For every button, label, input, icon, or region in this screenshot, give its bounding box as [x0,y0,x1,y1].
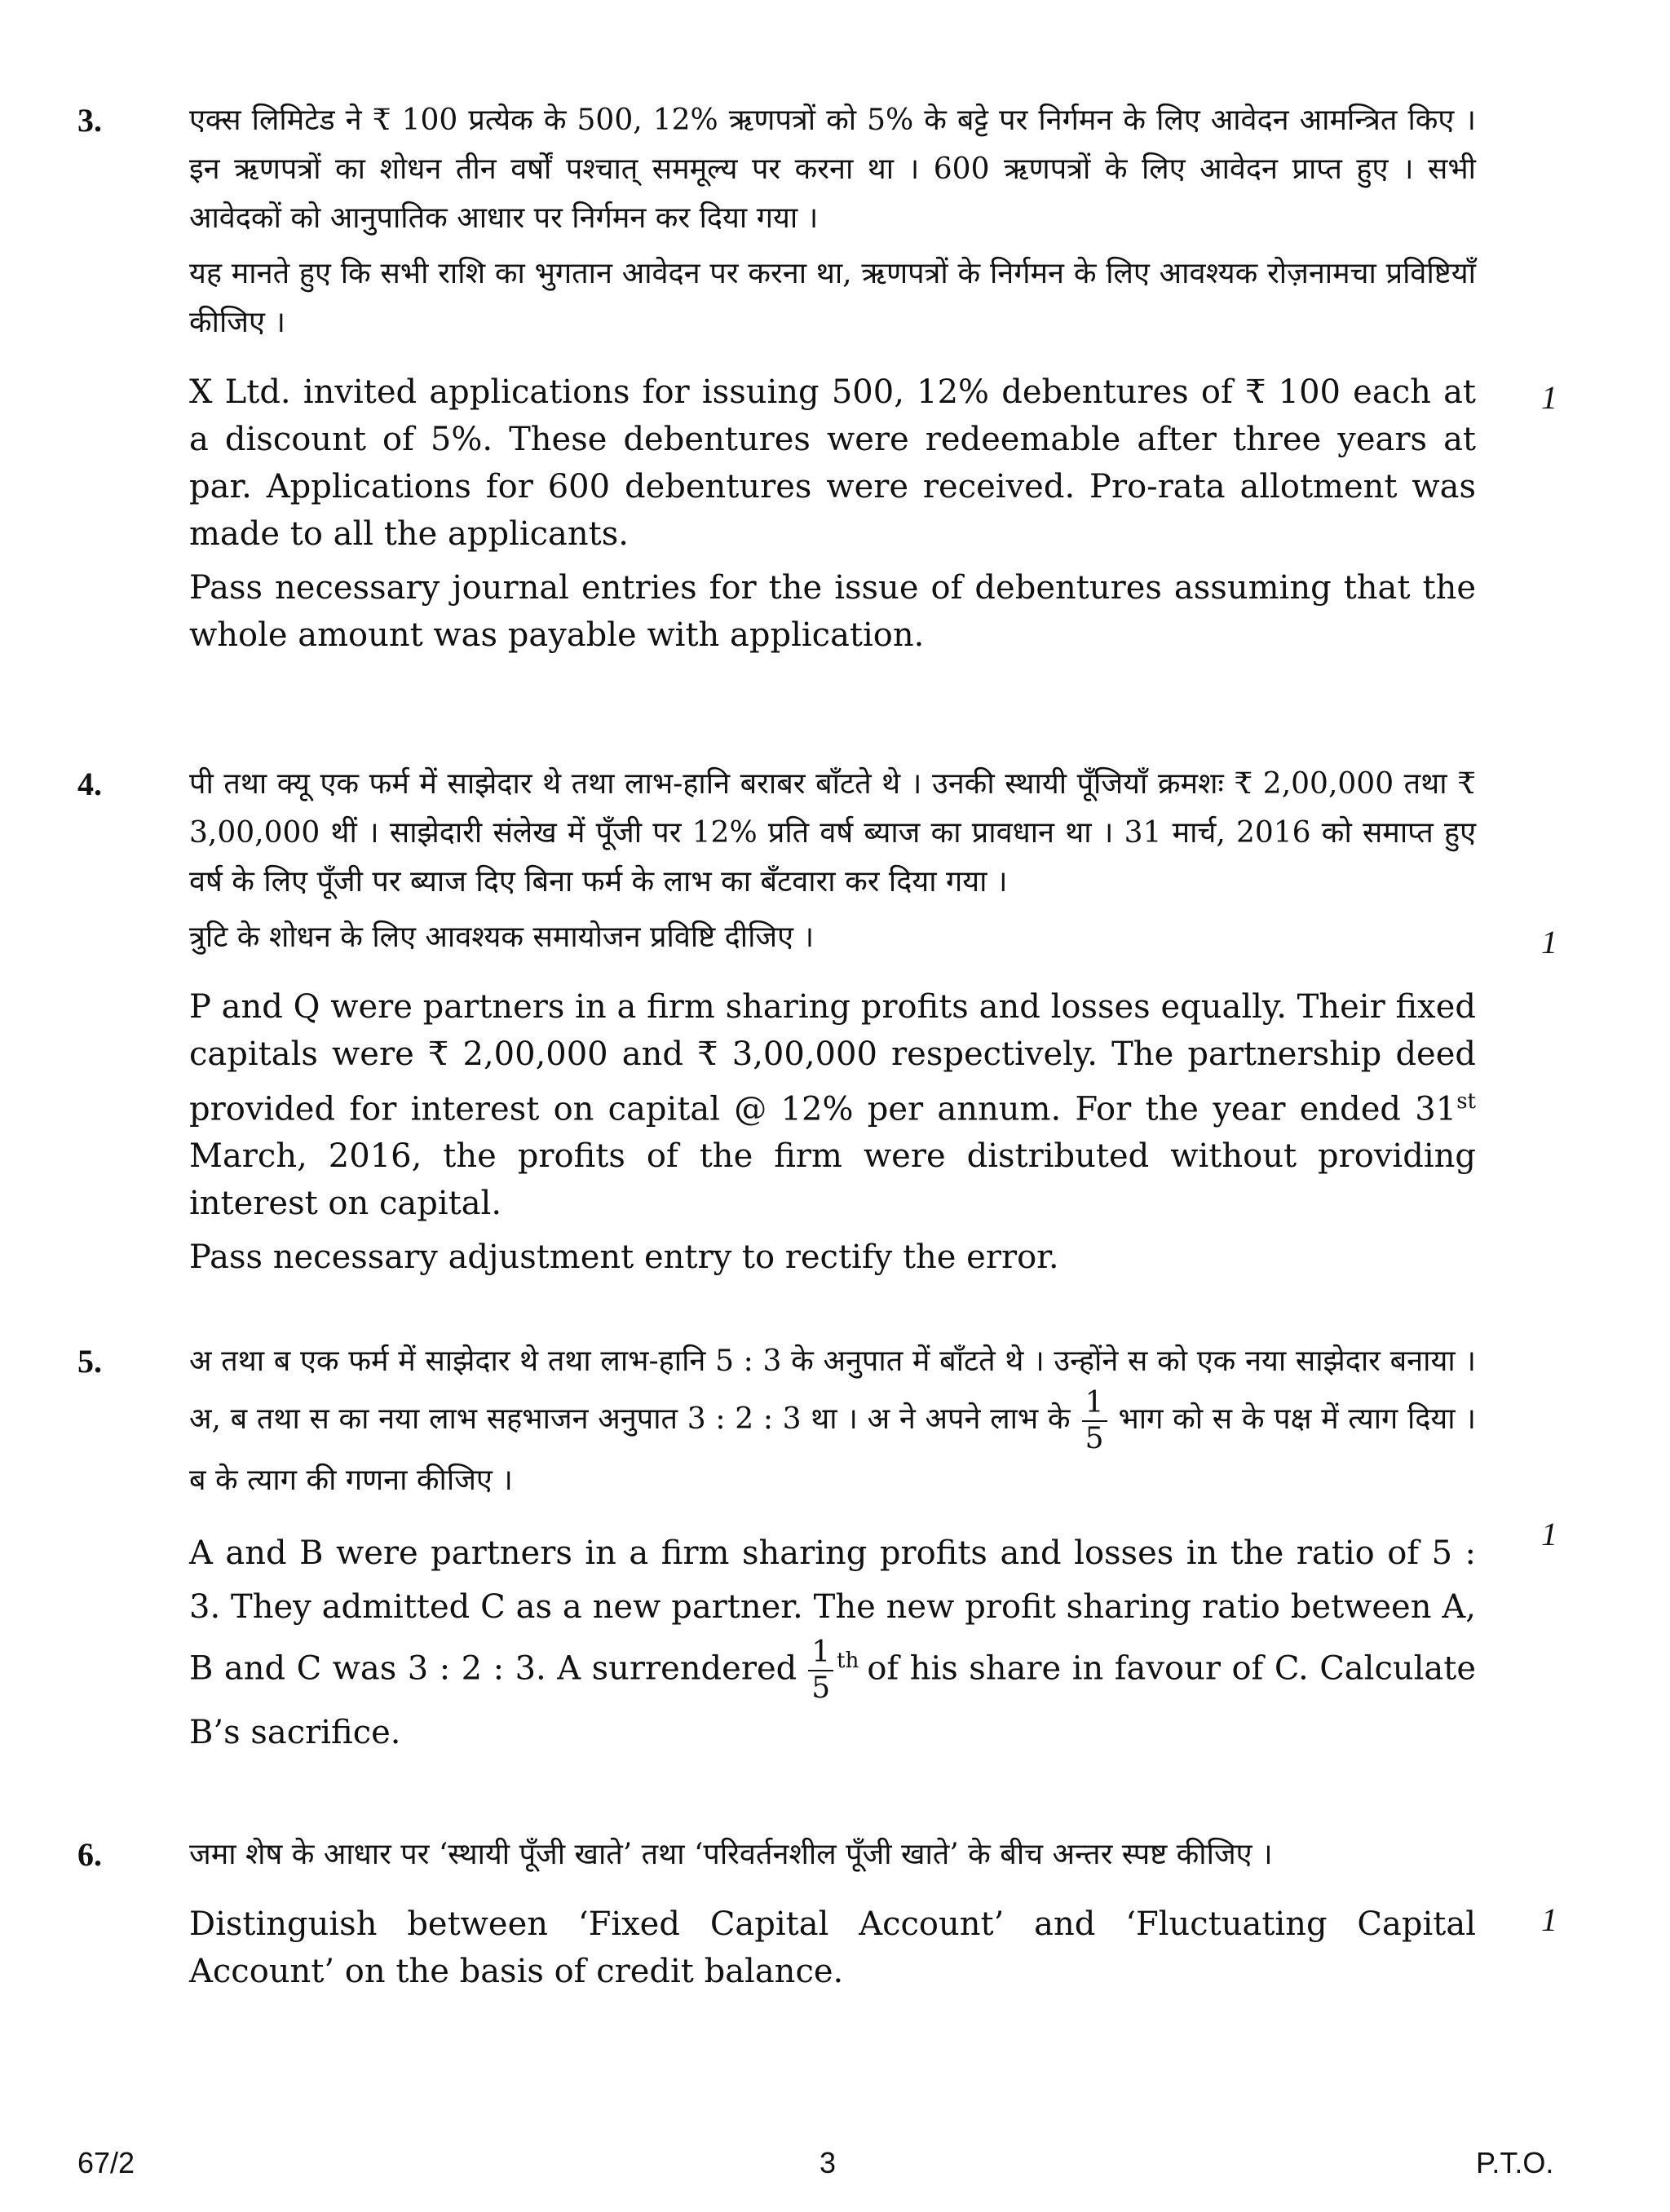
marks: 1 [1541,1516,1557,1552]
english-instruction: Pass necessary journal entries for the issue of debentures assuming that the whole amount was payable with application. [189,569,1476,654]
question-body [189,1830,1476,2002]
question-number: 6. [77,1836,102,1873]
page-number: 3 [820,2146,837,2179]
hindi-text-b: भाग को स के पक्ष में त्याग दिया । ब के त्याग की गणना कीजिए । [189,1402,1476,1497]
footer-code: 67/2 [77,2146,135,2179]
question-body [189,96,1476,665]
question-body [189,760,1476,1287]
question-number: 4. [77,766,102,802]
marks: 1 [1541,379,1557,416]
question-number: 5. [77,1343,102,1380]
hindi-text: एक्स लिमिटेड ने ₹ 100 प्रत्येक के 500, 12% ऋणपत्रों को 5% के बट्टे पर निर्गमन के लिए आवेदन आमन्त्रित किए । इन ऋणपत्रों का शोधन तीन वर्षों पश्चात् सममूल्य पर करना था । 600 ऋणपत्रों के लिए आवेदन प्राप्त हुए । सभी आवेदकों को आनुपातिक आधार पर निर्गमन कर दिया गया । [189,104,1476,235]
english-text: Distinguish between ‘Fixed Capital Account’ and ‘Fluctuating Capital Account’ on the basis of credit balance. [189,1905,1476,1990]
marks: 1 [1541,924,1557,960]
english-text [189,983,1476,1227]
hindi-instruction: त्रुटि के शोधन के लिए आवश्यक समायोजन प्रविष्टि दीजिए । [189,921,815,954]
fraction-denominator: 5 [811,1671,831,1706]
english-instruction: Pass necessary adjustment entry to rectify the error. [189,1238,1059,1277]
hindi-instruction: यह मानते हुए कि सभी राशि का भुगतान आवेदन पर करना था, ऋणपत्रों के निर्गमन के लिए आवश्यक रोज़नामचा प्रविष्टियाँ कीजिए । [189,257,1476,339]
english-text [189,1526,1476,1759]
marks: 1 [1541,1901,1557,1938]
ordinal-suffix: th [837,1649,859,1673]
ordinal-suffix: st [1456,1089,1476,1114]
english-text-b: March, 2016, the profits of the firm were distributed without providing interest on capital. [189,1137,1476,1223]
english-text: X Ltd. invited applications for issuing 500, 12% debentures of ₹ 100 each at a discount of 5%. These debentures were redeemable after three years at par. Applications for 600 debentures were received. Pro-rata allotment was made to all the applicants. [189,373,1476,553]
fraction-one-fifth [808,1636,833,1706]
page-turn-note: P.T.O. [1476,2146,1554,2179]
hindi-text-a: अ तथा ब एक फर्म में साझेदार थे तथा लाभ-हानि 5 : 3 के अनुपात में बाँटते थे । उन्होंने स को एक नया साझेदार बनाया । अ, ब तथा स का नया लाभ सहभाजन अनुपात 3 : 2 : 3 था । अ ने अपने लाभ के [189,1344,1476,1436]
hindi-text: जमा शेष के आधार पर ‘स्थायी पूँजी खाते’ तथा ‘परिवर्तनशील पूँजी खाते’ के बीच अन्तर स्पष्ट कीजिए । [189,1838,1273,1871]
question-body [189,1337,1476,1766]
fraction-one-fifth [1082,1386,1107,1456]
hindi-text [189,1337,1476,1505]
fraction-numerator: 1 [808,1636,833,1671]
fraction-denominator: 5 [1085,1422,1104,1455]
fraction-numerator: 1 [1082,1386,1107,1422]
english-text-a: P and Q were partners in a firm sharing profits and losses equally. Their fixed capitals were ₹ 2,00,000 and ₹ 3,00,000 respectively. The partnership deed provided for interest on capital @ 12% per annum. For the year ended 31 [189,988,1476,1128]
question-number: 3. [77,102,102,139]
english-text-b: of his share in favour of C. Calculate B’s sacrifice. [189,1649,1476,1752]
hindi-text: पी तथा क्यू एक फर्म में साझेदार थे तथा लाभ-हानि बराबर बाँटते थे । उनकी स्थायी पूँजियाँ क्रमशः ₹ 2,00,000 तथा ₹ 3,00,000 थीं । साझेदारी संलेख में पूँजी पर 12% प्रति वर्ष ब्याज का प्रावधान था । 31 मार्च, 2016 को समाप्त हुए वर्ष के लिए पूँजी पर ब्याज दिए बिना फर्म के लाभ का बँटवारा कर दिया गया । [189,767,1476,898]
english-text-a: A and B were partners in a firm sharing profits and losses in the ratio of 5 : 3. They admitted C as a new partner. The new profit sharing ratio between A, B and C was 3 : 2 : 3. A surrendered [189,1534,1476,1688]
